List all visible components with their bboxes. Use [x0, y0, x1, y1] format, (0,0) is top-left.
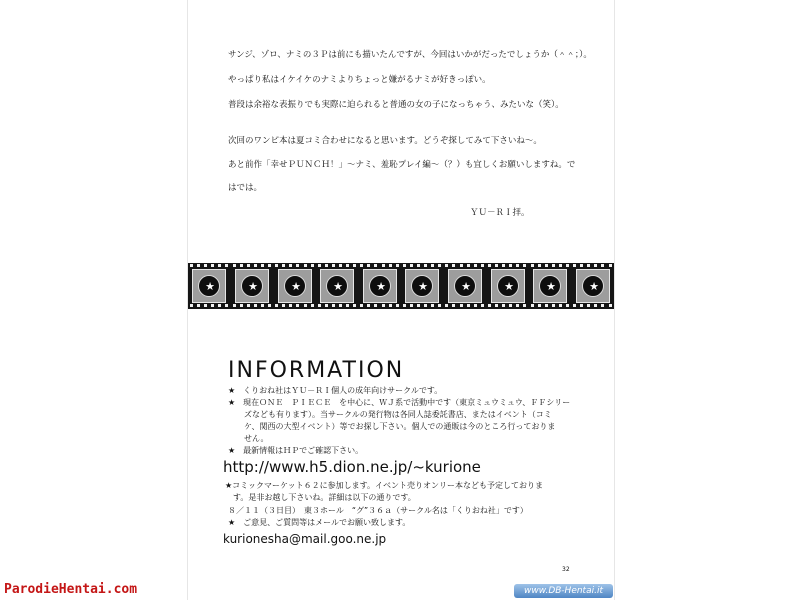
film-perforation: [460, 264, 463, 267]
film-perforation: [516, 264, 519, 267]
frame-ring: [198, 275, 220, 297]
film-perforation: [452, 304, 455, 307]
film-perforation: [225, 264, 228, 267]
film-perforation: [495, 304, 498, 307]
film-perforation: [531, 264, 534, 267]
film-perforations-top: [188, 264, 614, 268]
film-perforation: [538, 264, 541, 267]
body-text-line: 普段は余裕な表振りでも実際に迫られると普通の女の子になっちゃう、みたいな（笑）。: [228, 100, 564, 110]
film-perforation: [573, 264, 576, 267]
film-perforation: [417, 304, 420, 307]
info-text-line: ★ くりおね社はＹＵ－ＲＩ個人の成年向けサークルです。: [228, 386, 443, 395]
film-perforation: [282, 304, 285, 307]
film-perforation: [566, 304, 569, 307]
body-text-line: あと前作「幸せＰＵＮＣＨ！」～ナミ、羞恥プレイ編～（？）も宜しくお願いしますね。で: [228, 160, 576, 170]
film-perforation: [190, 304, 193, 307]
film-perforation: [247, 304, 250, 307]
info-text-line: ズなども有ります）。当サークルの発行物は各同人誌委託書店、またはイベント（コミ: [228, 410, 552, 419]
film-perforation: [587, 264, 590, 267]
film-perforation: [353, 304, 356, 307]
film-perforation: [360, 264, 363, 267]
website-url-link[interactable]: http://www.h5.dion.ne.jp/~kurione: [223, 458, 481, 476]
film-perforation: [580, 304, 583, 307]
film-perforation: [566, 264, 569, 267]
information-heading: INFORMATION: [228, 358, 405, 383]
film-perforation: [254, 264, 257, 267]
film-perforation: [339, 264, 342, 267]
star-icon: ★: [461, 280, 471, 293]
film-perforation: [233, 304, 236, 307]
film-perforation: [282, 264, 285, 267]
film-perforation: [211, 304, 214, 307]
film-perforation: [268, 264, 271, 267]
film-perforation: [445, 264, 448, 267]
film-perforation: [396, 304, 399, 307]
film-perforation: [523, 304, 526, 307]
frame-ring: [241, 275, 263, 297]
film-frame: [533, 269, 567, 303]
film-frame: [320, 269, 354, 303]
film-perforation: [424, 264, 427, 267]
film-perforation: [594, 264, 597, 267]
film-perforation: [289, 264, 292, 267]
film-perforation: [225, 304, 228, 307]
frame-ring: [454, 275, 476, 297]
film-perforation: [467, 304, 470, 307]
frame-ring: [497, 275, 519, 297]
film-strip-divider: [188, 263, 614, 309]
film-perforation: [296, 304, 299, 307]
film-perforation: [275, 264, 278, 267]
film-perforation: [438, 264, 441, 267]
frame-ring: [326, 275, 348, 297]
film-perforation: [559, 304, 562, 307]
film-perforation: [197, 304, 200, 307]
film-perforation: [545, 264, 548, 267]
film-perforation: [531, 304, 534, 307]
film-perforation: [523, 264, 526, 267]
film-perforation: [374, 264, 377, 267]
star-icon: ★: [546, 280, 556, 293]
film-perforation: [367, 264, 370, 267]
film-perforation: [445, 304, 448, 307]
film-perforation: [516, 304, 519, 307]
film-perforation: [424, 304, 427, 307]
info-text-line: せん。: [228, 434, 269, 443]
film-frame: [235, 269, 269, 303]
film-perforation: [304, 304, 307, 307]
film-perforation: [240, 304, 243, 307]
film-perforation: [410, 304, 413, 307]
film-perforation: [325, 264, 328, 267]
film-frame: [405, 269, 439, 303]
film-perforation: [318, 264, 321, 267]
film-perforation: [609, 304, 612, 307]
film-perforation: [304, 264, 307, 267]
film-perforation: [197, 264, 200, 267]
film-perforation: [509, 264, 512, 267]
film-perforation: [559, 264, 562, 267]
film-perforation: [467, 264, 470, 267]
film-perforation: [247, 264, 250, 267]
film-perforation: [545, 304, 548, 307]
film-frame: [192, 269, 226, 303]
film-perforation: [204, 264, 207, 267]
film-perforation: [382, 264, 385, 267]
film-perforation: [601, 264, 604, 267]
film-perforation: [488, 264, 491, 267]
film-perforation: [296, 264, 299, 267]
film-perforation: [502, 264, 505, 267]
film-perforation: [431, 264, 434, 267]
film-perforation: [254, 304, 257, 307]
film-perforation: [502, 304, 505, 307]
film-perforation: [431, 304, 434, 307]
film-perforation: [410, 264, 413, 267]
film-perforation: [488, 304, 491, 307]
film-perforation: [346, 304, 349, 307]
info-text-line: ８／１１（３日目） 東３ホール “グ”３６ａ（サークル名は「くりおね社」です）: [228, 506, 528, 515]
film-perforation: [580, 264, 583, 267]
page-number: 32: [562, 566, 570, 573]
film-perforation: [261, 304, 264, 307]
film-perforation: [233, 264, 236, 267]
info-text-line: ★ 現在ＯＮＥ ＰＩＥＣＥ を中心に、ＷＪ系で活動中です（東京ミュウミュウ、ＦＦシリー: [228, 398, 571, 407]
star-icon: ★: [333, 280, 343, 293]
film-perforation: [552, 264, 555, 267]
film-perforation: [360, 304, 363, 307]
star-icon: ★: [376, 280, 386, 293]
star-icon: ★: [418, 280, 428, 293]
film-perforation: [552, 304, 555, 307]
film-perforation: [389, 264, 392, 267]
film-perforation: [460, 304, 463, 307]
film-perforation: [240, 264, 243, 267]
film-perforation: [218, 264, 221, 267]
film-perforation: [346, 264, 349, 267]
film-perforation: [289, 304, 292, 307]
film-perforation: [318, 304, 321, 307]
body-text-line: サンジ、ゾロ、ナミの３Ｐは前にも描いたんですが、今回はいかがだったでしょうか（＾＾；）。: [228, 50, 592, 60]
film-perforation: [452, 264, 455, 267]
info-text-line: ★ ご意見、ご質問等はメールでお願い致します。: [228, 518, 411, 527]
film-perforation: [481, 304, 484, 307]
film-perforation: [275, 304, 278, 307]
info-text-line: す。是非お越し下さいね。詳細は以下の通りです。: [225, 493, 416, 502]
body-text-line: 次回のワンピ本は夏コミ合わせになると思います。どうぞ探してみて下さいね～。: [228, 136, 542, 146]
film-perforation: [481, 264, 484, 267]
film-perforation: [403, 304, 406, 307]
watermark-right-badge[interactable]: www.DB-Hentai.it: [514, 584, 613, 598]
film-frame: [278, 269, 312, 303]
frame-ring: [539, 275, 561, 297]
film-perforation: [190, 264, 193, 267]
film-perforation: [218, 304, 221, 307]
film-perforation: [311, 264, 314, 267]
film-perforation: [587, 304, 590, 307]
film-perforation: [417, 264, 420, 267]
frame-ring: [411, 275, 433, 297]
film-perforation: [332, 264, 335, 267]
frame-ring: [582, 275, 604, 297]
film-perforation: [509, 304, 512, 307]
film-perforations-bottom: [188, 304, 614, 308]
info-text-line: ★コミックマーケット６２に参加します。イベント売りオンリー本なども予定しておりま: [225, 481, 543, 490]
film-perforation: [339, 304, 342, 307]
author-signature: ＹＵ－ＲＩ拝。: [470, 208, 530, 218]
film-perforation: [211, 264, 214, 267]
film-perforation: [332, 304, 335, 307]
film-perforation: [594, 304, 597, 307]
star-icon: ★: [248, 280, 258, 293]
film-perforation: [495, 264, 498, 267]
film-perforation: [268, 304, 271, 307]
film-perforation: [538, 304, 541, 307]
film-perforation: [474, 304, 477, 307]
film-perforation: [367, 304, 370, 307]
watermark-left-logo[interactable]: ParodieHentai.com: [4, 582, 138, 597]
film-perforation: [382, 304, 385, 307]
film-perforation: [261, 264, 264, 267]
film-frame: [363, 269, 397, 303]
film-perforation: [573, 304, 576, 307]
body-text-line: やっぱり私はイケイケのナミよりちょっと嫌がるナミが好きっぽい。: [228, 75, 491, 85]
film-perforation: [396, 264, 399, 267]
manga-page: [187, 0, 615, 600]
star-icon: ★: [589, 280, 599, 293]
film-perforation: [204, 304, 207, 307]
frame-ring: [369, 275, 391, 297]
film-frame: [576, 269, 610, 303]
film-perforation: [325, 304, 328, 307]
film-perforation: [389, 304, 392, 307]
film-perforation: [353, 264, 356, 267]
film-perforation: [601, 304, 604, 307]
film-perforation: [311, 304, 314, 307]
film-perforation: [438, 304, 441, 307]
frame-ring: [284, 275, 306, 297]
film-frame: [448, 269, 482, 303]
film-frame: [491, 269, 525, 303]
star-icon: ★: [504, 280, 514, 293]
film-perforation: [609, 264, 612, 267]
contact-email-link[interactable]: kurionesha@mail.goo.ne.jp: [223, 532, 387, 546]
star-icon: ★: [205, 280, 215, 293]
info-text-line: ★ 最新情報はＨＰでご確認下さい。: [228, 446, 364, 455]
info-text-line: ケ、関西の大型イベント）等でお探し下さい。個人での通販は今のところ行っておりま: [228, 422, 556, 431]
star-icon: ★: [291, 280, 301, 293]
body-text-line: はでは。: [228, 183, 263, 193]
film-perforation: [403, 264, 406, 267]
film-perforation: [474, 264, 477, 267]
film-perforation: [374, 304, 377, 307]
